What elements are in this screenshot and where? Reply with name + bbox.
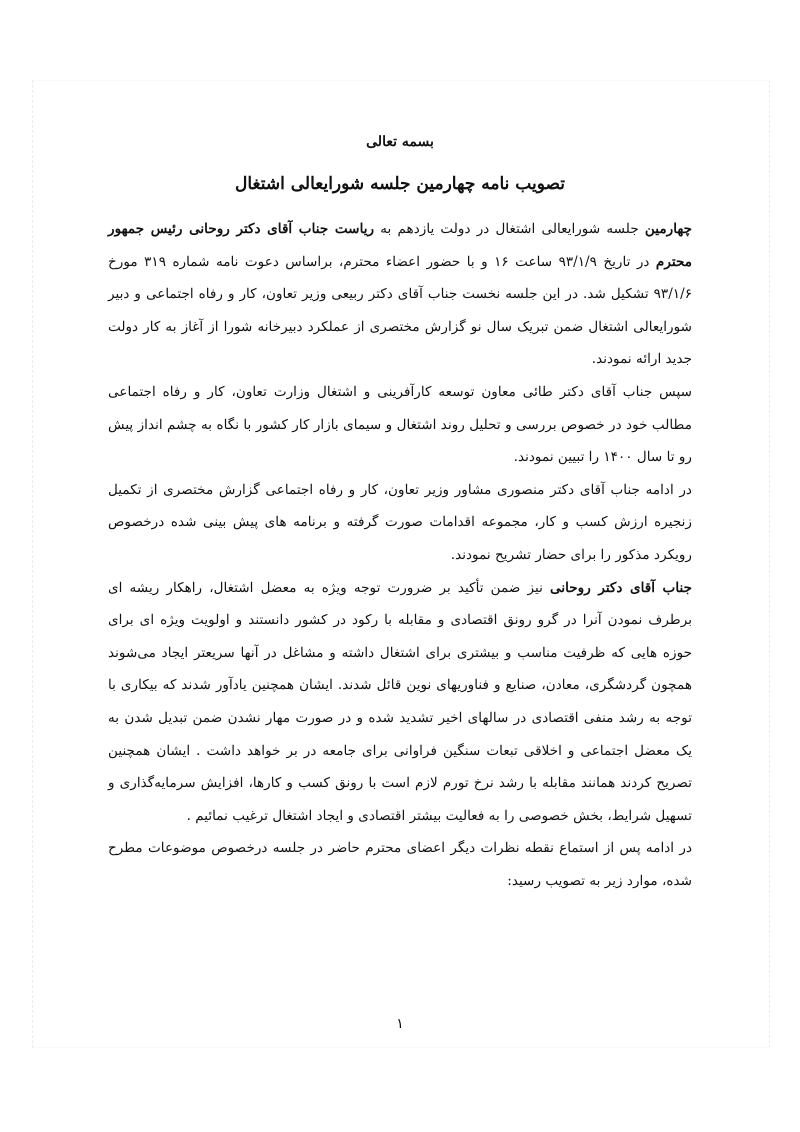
document-body <box>108 213 692 897</box>
page-number: ۱ <box>396 1016 404 1032</box>
paragraph-taei-report: سپس جناب آقای دکتر طائی معاون توسعه کارآفرینی و اشتغال وزارت تعاون، کار و رفاه اجتماعی مطالب خود در خصوص بررسی و تحلیل روند اشتغال و سیمای بازار کار کشور با نگاه به چشم انداز پیش رو تا سال ۱۴۰۰ را تبیین نمودند. <box>108 383 692 466</box>
paragraph-rouhani-remarks <box>108 572 692 833</box>
bold-phrase: چهارمین <box>644 221 693 237</box>
invocation-heading: بسمه تعالی <box>366 134 434 150</box>
paragraph-mansouri-report: در ادامه جناب آقای دکتر منصوری مشاور وزیر تعاون، کار و رفاه اجتماعی گزارش مختصری از تکمیل زنجیره ارزش کسب و کار، مجموعه اقدامات صورت گرفته و برنامه های پیش بینی شده درخصوص رویکرد مذکور را برای حضار تشریح نمودند. <box>108 481 692 563</box>
paragraph-text: جلسه شورایعالی اشتغال در دولت یازدهم به <box>374 221 645 237</box>
bold-phrase: ریاست جناب آقای دکتر روحانی رئیس جمهور محترم <box>108 221 692 270</box>
document-title: تصویب نامه چهارمین جلسه شورایعالی اشتغال <box>235 174 565 194</box>
paragraph-opening <box>108 213 692 376</box>
paragraph-closing: در ادامه پس از استماع نقطه نظرات دیگر اعضای محترم حاضر در جلسه درخصوص موضوعات مطرح شده، موارد زیر به تصویب رسید: <box>108 840 692 889</box>
paragraph-text: در تاریخ ۹۳/۱/۹ ساعت ۱۶ و با حضور اعضاء محترم، براساس دعوت نامه شماره ۳۱۹ مورخ ۹۳/۱/۶ تشکیل شد. در این جلسه نخست جناب آقای دکتر ربیعی وزیر تعاون، کار و رفاه اجتماعی و دبیر شورایعالی اشتغال ضمن تبریک سال نو گزارش مختصری از عملکرد دبیرخانه شورا از آغاز به کار دولت جدید ارائه نمودند. <box>108 253 692 368</box>
bold-phrase: جناب آقای دکتر روحانی <box>550 579 692 596</box>
paragraph-text: نیز ضمن تأکید بر ضرورت توجه ویژه به معضل اشتغال، راهکار ریشه ای برطرف نمودن آنرا در گرو رونق اقتصادی و مقابله با رکود در کشور دانستند و اولویت ویژه ای برای حوزه هایی که ظرفیت مناسب و بیشتری برای اشتغال داشته و مشاغل در آنها سریعتر ایجاد می‌شوند همچون گردشگری، معادن، صنایع و فناوریهای نوین قائل شدند. ایشان همچنین یادآور شدند که بیکاری با توجه به رشد منفی اقتصادی در سالهای اخیر تشدید شده و در صورت مهار نشدن ضمن تبدیل شدن به یک معضل اجتماعی و اخلاقی تبعات سنگین فراوانی برای جامعه در بر خواهد داشت . ایشان همچنین تصریح کردند همانند مقابله با رشد نرخ تورم لازم است با رونق کسب و کارها، افزایش سرمایه‌گذاری و تسهیل شرایط، بخش خصوصی را به فعالیت بیشتر اقتصادی و ایجاد اشتغال ترغیب نمائیم . <box>108 579 692 824</box>
